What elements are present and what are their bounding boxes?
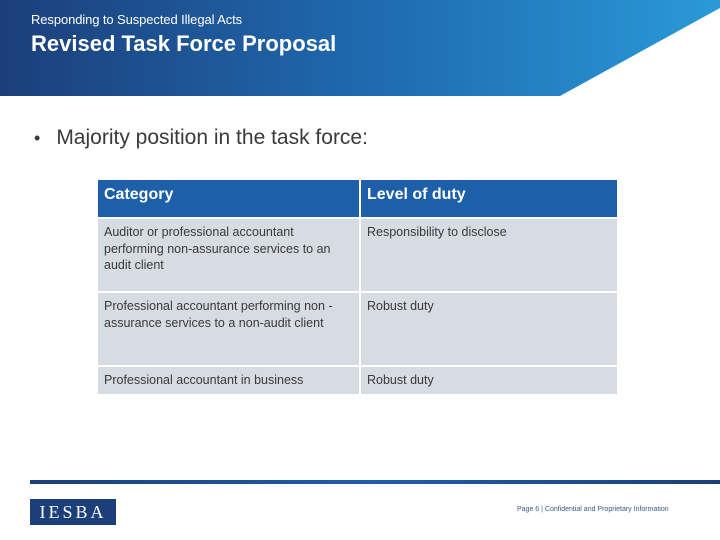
iesba-logo: IESBA bbox=[30, 499, 116, 525]
slide-title: Revised Task Force Proposal bbox=[31, 31, 337, 56]
category-cell: Professional accountant in business bbox=[98, 367, 359, 394]
table-header-row bbox=[98, 180, 617, 217]
header-category: Category bbox=[98, 180, 359, 217]
slide-section-label: Responding to Suspected Illegal Acts bbox=[31, 12, 243, 27]
table-row bbox=[98, 219, 617, 291]
table-row bbox=[98, 293, 617, 365]
category-cell: Auditor or professional accountant performing non-assurance services to an audit client bbox=[98, 219, 359, 291]
bullet-icon: • bbox=[34, 127, 41, 148]
duty-cell: Responsibility to disclose bbox=[361, 219, 617, 291]
header-banner bbox=[0, 0, 720, 96]
duty-cell: Robust duty bbox=[361, 293, 617, 365]
header-level-of-duty: Level of duty bbox=[361, 180, 617, 217]
bullet-text: Majority position in the task force: bbox=[56, 126, 368, 149]
category-cell: Professional accountant performing non -assurance services to a non-audit client bbox=[98, 293, 359, 365]
table-row bbox=[98, 367, 617, 394]
bullet-point bbox=[34, 126, 368, 150]
duty-cell: Robust duty bbox=[361, 367, 617, 394]
footer-divider bbox=[30, 480, 720, 484]
duty-table bbox=[96, 178, 619, 396]
footer-page-info: Page 6 | Confidential and Proprietary Information bbox=[517, 506, 669, 513]
